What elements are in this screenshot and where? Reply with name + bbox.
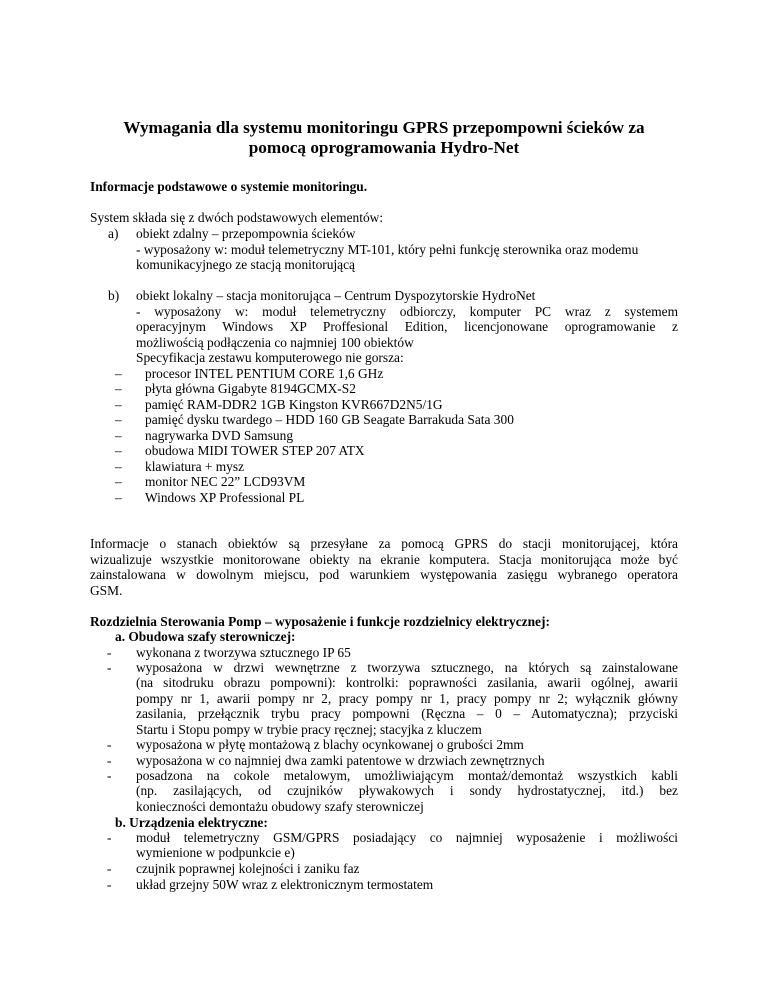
dash-bullet: – <box>115 490 122 505</box>
spec-item <box>115 474 306 489</box>
dash-bullet: – <box>115 474 122 489</box>
info-paragraph-line-3: zainstalowana w dowolnym miejscu, pod warunkiem występowania zasięgu wybranego operatora <box>90 567 678 582</box>
spec-item-text: Windows XP Professional PL <box>145 490 305 505</box>
title-line-2: pomocą oprogramowania Hydro-Net <box>248 138 520 157</box>
list-label-a: a) <box>108 226 119 241</box>
document-title <box>90 118 678 158</box>
item-b-desc-line-1: - wyposażony w: moduł telemetryczny odbiorczy, komputer PC wraz z systemem <box>136 304 678 319</box>
hyphen-bullet: - <box>107 768 112 783</box>
hyphen-bullet: - <box>107 753 112 768</box>
spec-item-text: monitor NEC 22” LCD93VM <box>145 474 306 489</box>
dash-bullet: – <box>115 443 122 458</box>
cabinet-item-line: wyposażona w drzwi wewnętrzne z tworzywa sztucznego, na których są zainstalowane <box>136 660 678 675</box>
cabinet-item-text: wyposażona w co najmniej dwa zamki patentowe w drzwiach zewnętrznych <box>136 753 545 768</box>
subsection-heading-a: a. Obudowa szafy sterowniczej: <box>115 629 296 644</box>
dash-bullet: – <box>115 428 122 443</box>
hyphen-bullet: - <box>107 830 112 845</box>
section-heading-basics: Informacje podstawowe o systemie monitoringu. <box>90 179 368 194</box>
cabinet-item <box>107 645 351 660</box>
dash-bullet: – <box>115 381 122 396</box>
item-b-desc-line-2: operacyjnym Windows XP Proffesional Edition, licencjonowane oprogramowanie z <box>136 319 678 334</box>
electrical-item <box>107 830 678 861</box>
item-a-desc-line-1: - wyposażony w: moduł telemetryczny MT-101, który pełni funkcję sterownika oraz modemu <box>136 242 639 257</box>
spec-item <box>115 490 305 505</box>
electrical-item <box>107 861 360 876</box>
section-heading-switchboard: Rozdzielnia Sterowania Pomp – wyposażenie i funkcje rozdzielnicy elektrycznej: <box>90 614 550 629</box>
spec-item-text: procesor INTEL PENTIUM CORE 1,6 GHz <box>145 366 384 381</box>
spec-heading: Specyfikacja zestawu komputerowego nie gorsza: <box>136 350 404 365</box>
dash-bullet: – <box>115 397 122 412</box>
dash-bullet: – <box>115 366 122 381</box>
cabinet-item <box>107 768 678 814</box>
list-label-b: b) <box>108 288 120 303</box>
spec-item-text: nagrywarka DVD Samsung <box>145 428 294 443</box>
hyphen-bullet: - <box>107 877 112 892</box>
cabinet-item-line: Startu i Stopu pompy w trybie pracy ręcznej; stacyjka z kluczem <box>136 721 482 737</box>
subsection-heading-b: b. Urządzenia elektryczne: <box>115 815 268 830</box>
spec-item-text: obudowa MIDI TOWER STEP 207 ATX <box>145 443 365 458</box>
spec-item <box>115 443 365 458</box>
spec-item <box>115 366 384 381</box>
spec-item-text: klawiatura + mysz <box>145 459 245 474</box>
cabinet-item <box>107 737 524 752</box>
electrical-item-text: czujnik poprawnej kolejności i zaniku faz <box>136 861 360 876</box>
cabinet-item-line: pompy nr 1, awarii pompy nr 2, pracy pompy nr 1, pracy pompy nr 2; wyłącznik główny <box>136 690 678 706</box>
list-item-a: obiekt zdalny – przepompownia ścieków <box>136 226 356 241</box>
spec-item <box>115 381 356 396</box>
cabinet-item-text: wyposażona w płytę montażową z blachy ocynkowanej o grubości 2mm <box>136 737 524 752</box>
electrical-item-text: układ grzejny 50W wraz z elektronicznym termostatem <box>136 877 434 892</box>
dash-bullet: – <box>115 459 122 474</box>
cabinet-item-line: (na sitodruku obrazu pompowni): kontrolki: poprawności zasilania, awarii ogólnej, awarii <box>136 675 678 691</box>
hyphen-bullet: - <box>107 737 112 752</box>
spec-item-text: pamięć dysku twardego – HDD 160 GB Seagate Barrakuda Sata 300 <box>145 412 514 427</box>
dash-bullet: – <box>115 412 122 427</box>
cabinet-item-line: konieczności demontażu obudowy szafy sterowniczej <box>136 798 424 814</box>
item-b-desc-line-3: możliwością podłączenia co najmniej 100 obiektów <box>136 335 414 350</box>
electrical-item-line: moduł telemetryczny GSM/GPRS posiadający co najmniej wyposażenie i możliwości <box>136 830 678 845</box>
item-a-desc-line-2: komunikacyjnego ze stacją monitorującą <box>136 257 356 272</box>
spec-item <box>115 428 294 443</box>
spec-item-text: płyta główna Gigabyte 8194GCMX-S2 <box>145 381 356 396</box>
electrical-item <box>107 877 434 892</box>
hyphen-bullet: - <box>107 660 112 675</box>
info-paragraph-line-4: GSM. <box>90 583 123 598</box>
cabinet-item <box>107 660 678 737</box>
spec-item <box>115 459 245 474</box>
list-item-b: obiekt lokalny – stacja monitorująca – Centrum Dyspozytorskie HydroNet <box>136 288 536 303</box>
info-paragraph-line-2: wizualizuje wszystkie monitorowane obiekty na ekranie komputera. Stacja monitorująca może być <box>90 552 678 567</box>
cabinet-item-line: (np. zasilających, od czujników pływakowych i sondy hydrostatycznej, itd.) bez <box>136 783 678 799</box>
cabinet-item-line: posadzona na cokole metalowym, umożliwiającym montaż/demontaż wszystkich kabli <box>136 768 678 783</box>
cabinet-item-line: zasilania, przełącznik trybu pracy pompowni (Ręczna – 0 – Automatyczna); przyciski <box>136 706 678 722</box>
info-paragraph-line-1: Informacje o stanach obiektów są przesyłane za pomocą GPRS do stacji monitorującej, która <box>90 536 678 551</box>
intro-text: System składa się z dwóch podstawowych elementów: <box>90 210 384 225</box>
title-line-1: Wymagania dla systemu monitoringu GPRS przepompowni ścieków za <box>123 118 645 137</box>
cabinet-item-text: wykonana z tworzywa sztucznego IP 65 <box>136 645 351 660</box>
hyphen-bullet: - <box>107 645 112 660</box>
spec-item <box>115 412 514 427</box>
spec-item <box>115 397 443 412</box>
electrical-item-line: wymienione w podpunkcie e) <box>136 845 295 861</box>
spec-item-text: pamięć RAM-DDR2 1GB Kingston KVR667D2N5/1G <box>145 397 443 412</box>
hyphen-bullet: - <box>107 861 112 876</box>
cabinet-item <box>107 753 545 768</box>
